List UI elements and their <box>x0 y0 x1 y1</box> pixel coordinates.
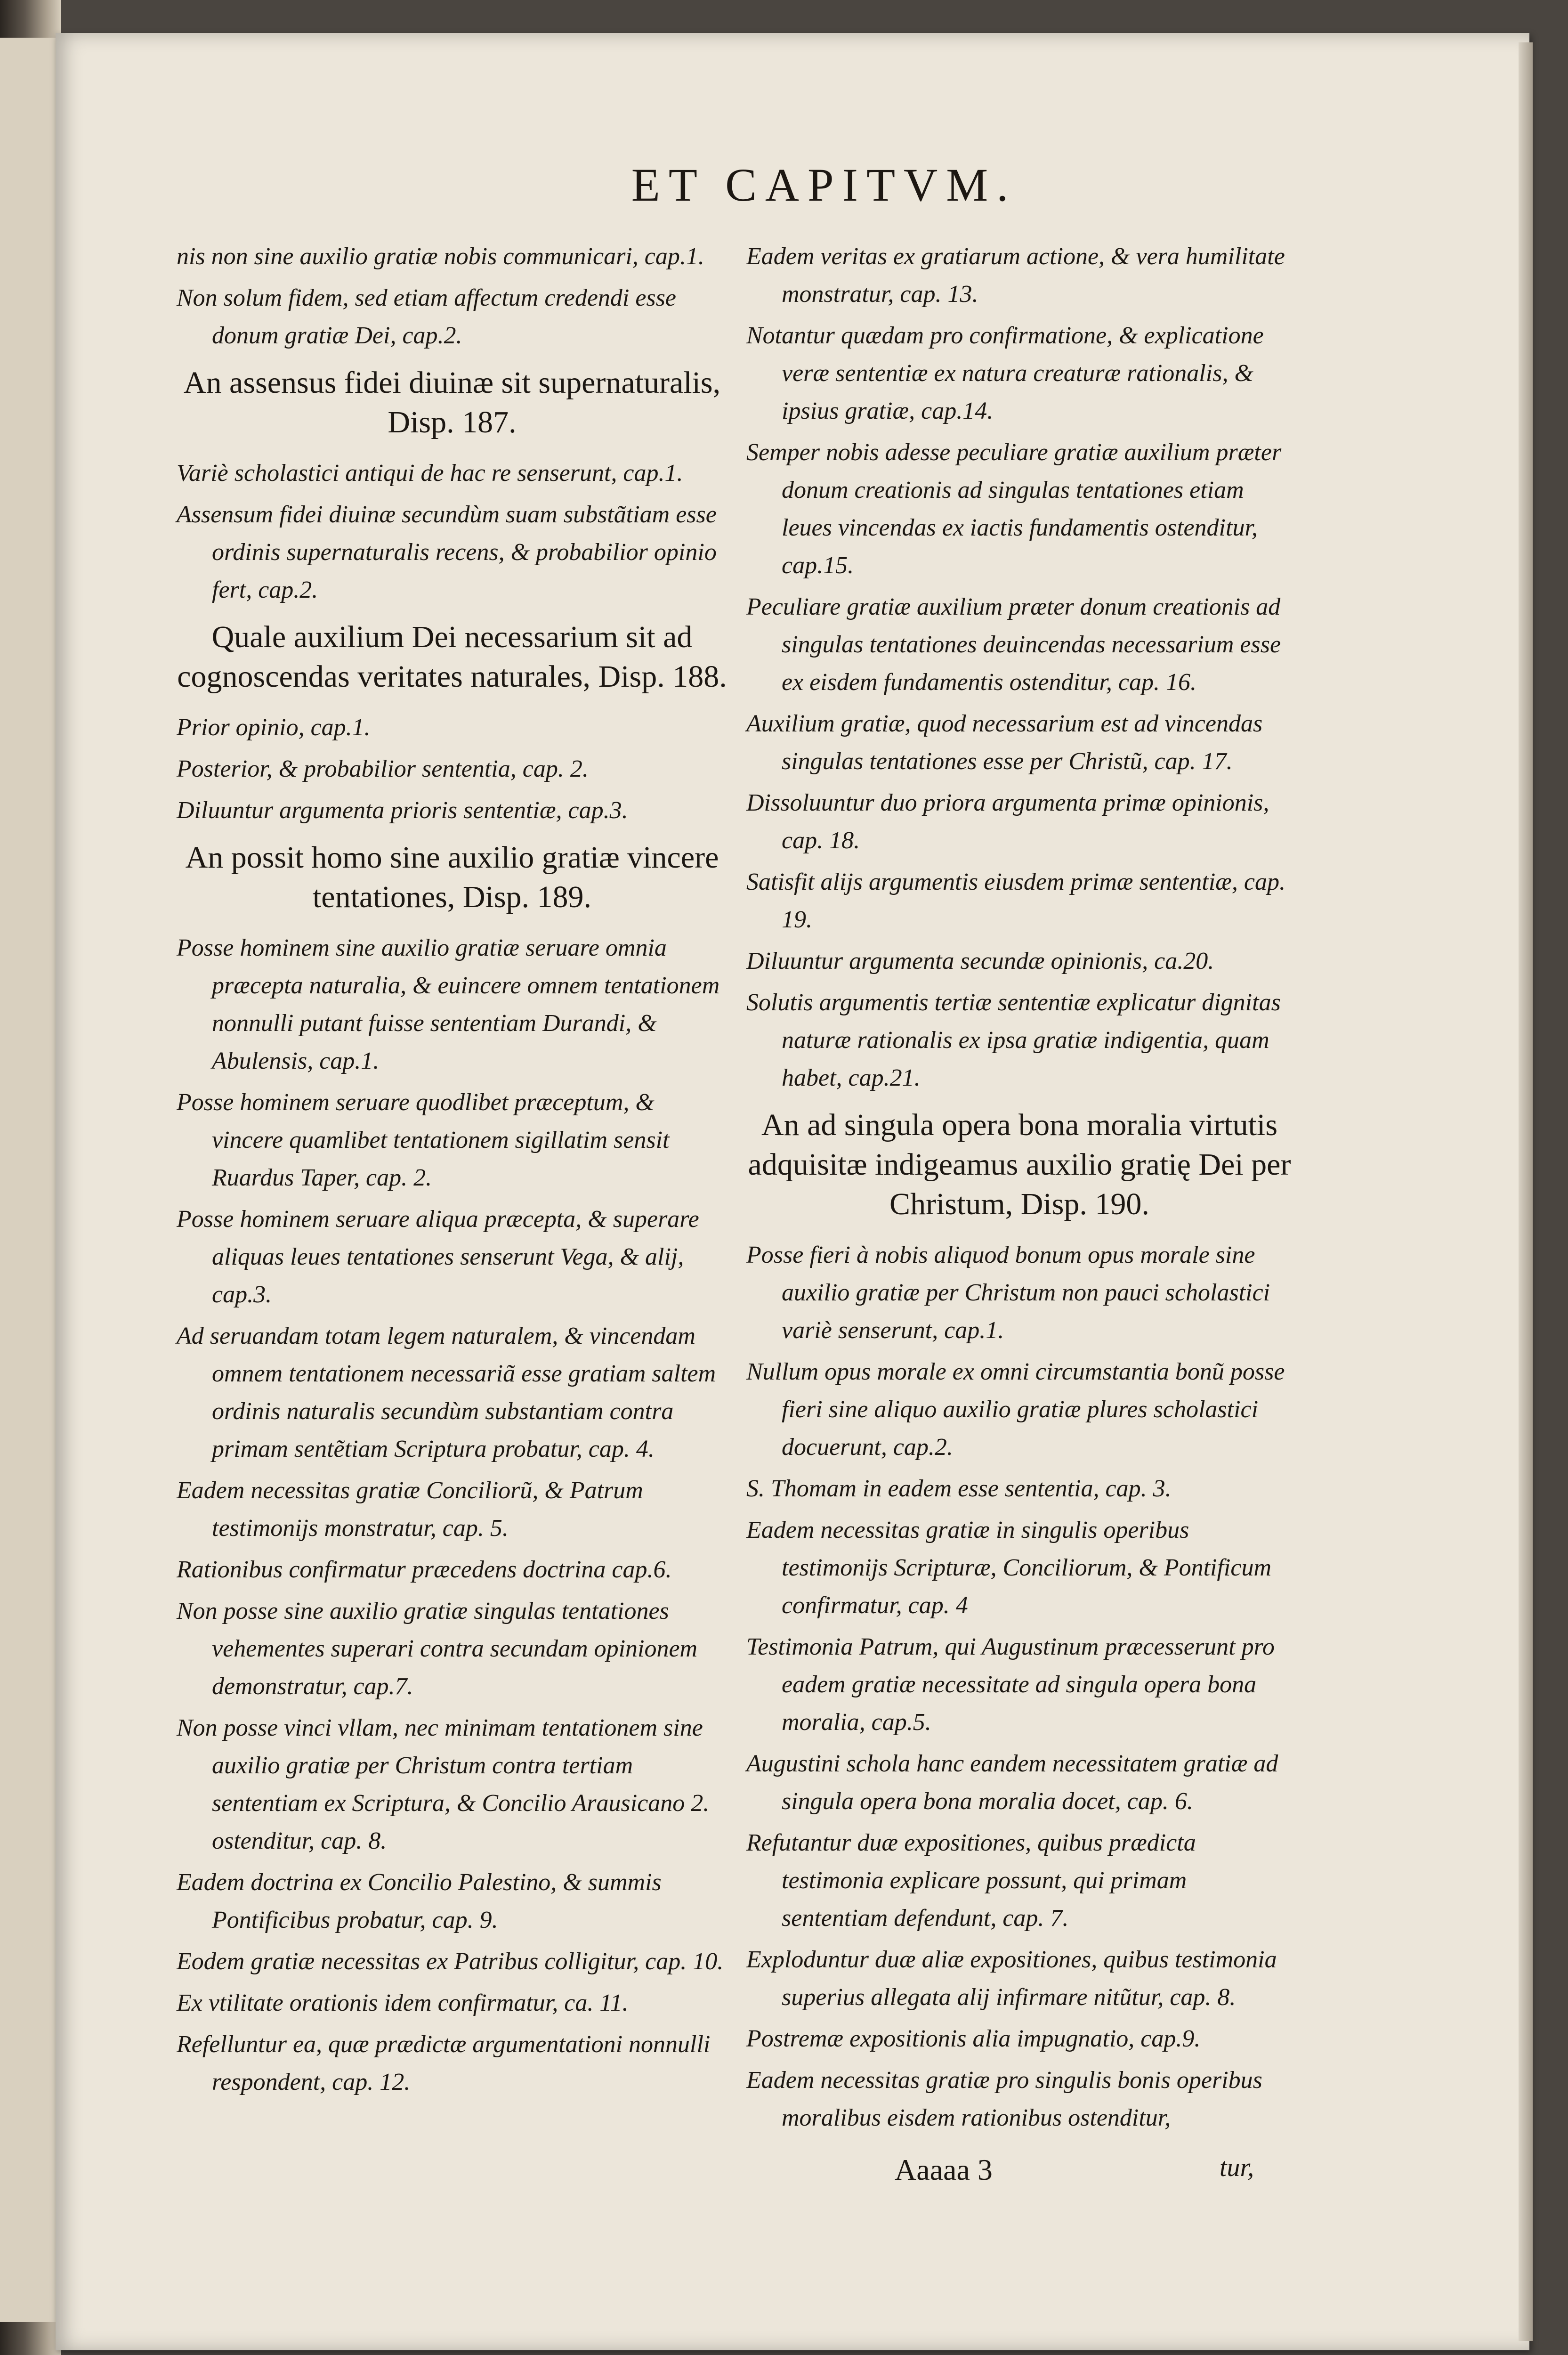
chapter-entry: Posse hominem seruare quodlibet præceptum, & vincere quamlibet tentationem sigillatim sensit Ruardus Taper, cap. 2. <box>177 1089 670 1191</box>
catchword: tur, <box>1220 2153 1254 2182</box>
chapter-entry: Augustini schola hanc eandem necessitatem gratiæ ad singula opera bona moralia docet, cap. 6. <box>746 1750 1278 1815</box>
chapter-entry: Rationibus confirmatur præcedens doctrina cap.6. <box>177 1556 672 1583</box>
chapter-entry: Testimonia Patrum, qui Augustinum præcesserunt pro eadem gratiæ necessitate ad singula opera bona moralia, cap.5. <box>746 1633 1275 1736</box>
page-fore-edge <box>1519 42 1533 2341</box>
chapter-entry: Prior opinio, cap.1. <box>177 714 371 741</box>
chapter-entry: Eadem veritas ex gratiarum actione, & vera humilitate monstratur, cap. 13. <box>746 243 1285 308</box>
chapter-entry: Posse hominem sine auxilio gratiæ seruare omnia præcepta naturalia, & euincere omnem tentationem nonnulli putant fuisse sententiam Durandi, & Abulensis, cap.1. <box>177 934 720 1074</box>
chapter-entry: Non posse sine auxilio gratiæ singulas tentationes vehementes superari contra secundam opinionem demonstratur, cap.7. <box>177 1598 698 1700</box>
chapter-entry: Non posse vinci vllam, nec minimam tentationem sine auxilio gratiæ per Christum contra tertiam sententiam ex Scriptura, & Concilio Arausicano 2. ostenditur, cap. 8. <box>177 1714 710 1854</box>
chapter-entry: Eadem necessitas gratiæ in singulis operibus testimonijs Scripturæ, Conciliorum, & Pontificum confirmatur, cap. 4 <box>746 1517 1271 1619</box>
chapter-entry: Ad seruandam totam legem naturalem, & vincendam omnem tentationem necessariã esse gratiam saltem ordinis naturalis secundùm substantiam contra primam sentẽtiam Scriptura probatur, cap. 4. <box>177 1323 716 1462</box>
chapter-entry: Diluuntur argumenta prioris sententiæ, cap.3. <box>177 797 628 824</box>
chapter-entry: Non solum fidem, sed etiam affectum credendi esse donum gratiæ Dei, cap.2. <box>177 284 676 349</box>
chapter-entry: Assensum fidei diuinæ secundùm suam substãtiam esse ordinis supernaturalis recens, & probabilior opinio fert, cap.2. <box>177 501 717 603</box>
previous-page-edge <box>0 38 58 2322</box>
chapter-entry: Semper nobis adesse peculiare gratiæ auxilium præter donum creationis ad singulas tentationes etiam leues vincendas ex iactis fundamentis ostenditur, cap.15. <box>746 439 1282 579</box>
disputation-heading: An assensus fidei diuinæ sit supernaturalis, Disp. 187. <box>183 365 721 439</box>
chapter-entry: Refutantur duæ expositiones, quibus prædicta testimonia explicare possunt, qui primam sententiam defendunt, cap. 7. <box>746 1829 1196 1932</box>
chapter-entry: Peculiare gratiæ auxilium præter donum creationis ad singulas tentationes deuincendas necessarium esse ex eisdem fundamentis ostenditur, cap. 16. <box>746 593 1281 696</box>
signature-mark: Aaaaa 3 <box>895 2153 993 2186</box>
page-footer <box>895 2152 1271 2187</box>
chapter-entry: Posterior, & probabilior sententia, cap. 2. <box>177 755 589 782</box>
chapter-entry: Diluuntur argumenta secundæ opinionis, ca.20. <box>746 948 1214 974</box>
running-head: ET CAPITVM. <box>631 159 1017 211</box>
chapter-entry: Refelluntur ea, quæ prædictæ argumentationi nonnulli respondent, cap. 12. <box>177 2031 711 2095</box>
chapter-entry: Solutis argumentis tertiæ sententiæ explicatur dignitas naturæ rationalis ex ipsa gratiæ indigentia, quam habet, cap.21. <box>746 989 1281 1091</box>
chapter-entry: Ex vtilitate orationis idem confirmatur, ca. 11. <box>177 1990 629 2016</box>
chapter-entry: nis non sine auxilio gratiæ nobis communicari, cap.1. <box>177 243 704 270</box>
chapter-entry: Eadem doctrina ex Concilio Palestino, & summis Pontificibus probatur, cap. 9. <box>177 1869 662 1933</box>
chapter-entry: Satisfit alijs argumentis eiusdem primæ sententiæ, cap. 19. <box>746 869 1285 933</box>
left-column <box>177 238 727 2105</box>
chapter-entry: S. Thomam in eadem esse sententia, cap. 3. <box>746 1475 1172 1502</box>
disputation-heading: An possit homo sine auxilio gratiæ vincere tentationes, Disp. 189. <box>185 840 719 914</box>
chapter-entry: Eodem gratiæ necessitas ex Patribus colligitur, cap. 10. <box>177 1948 724 1975</box>
chapter-entry: Postremæ expositionis alia impugnatio, cap.9. <box>746 2025 1201 2052</box>
right-column <box>746 238 1293 2141</box>
chapter-entry: Nullum opus morale ex omni circumstantia bonũ posse fieri sine aliquo auxilio gratiæ plures scholastici docuerunt, cap.2. <box>746 1358 1285 1461</box>
chapter-entry: Eadem necessitas gratiæ Conciliorũ, & Patrum testimonijs monstratur, cap. 5. <box>177 1477 643 1542</box>
chapter-entry: Notantur quædam pro confirmatione, & explicatione veræ sententiæ ex natura creaturæ rationalis, & ipsius gratiæ, cap.14. <box>746 322 1264 424</box>
chapter-entry: Exploduntur duæ aliæ expositiones, quibus testimonia superius allegata alij infirmare nitũtur, cap. 8. <box>746 1946 1277 2011</box>
chapter-entry: Posse hominem seruare aliqua præcepta, & superare aliquas leues tentationes senserunt Vega, & alij, cap.3. <box>177 1206 699 1308</box>
chapter-entry: Dissoluuntur duo priora argumenta primæ opinionis, cap. 18. <box>746 789 1269 854</box>
chapter-entry: Variè scholastici antiqui de hac re senserunt, cap.1. <box>177 460 683 487</box>
chapter-entry: Eadem necessitas gratiæ pro singulis bonis operibus moralibus eisdem rationibus ostenditur, <box>746 2067 1262 2131</box>
disputation-heading: Quale auxilium Dei necessarium sit ad cognoscendas veritates naturales, Disp. 188. <box>177 620 727 694</box>
chapter-entry: Posse fieri à nobis aliquod bonum opus morale sine auxilio gratiæ per Christum non pauci scholastici variè senserunt, cap.1. <box>746 1242 1270 1344</box>
disputation-heading: An ad singula opera bona moralia virtutis adquisitæ indigeamus auxilio gratię Dei per Christum, Disp. 190. <box>748 1108 1291 1221</box>
chapter-entry: Auxilium gratiæ, quod necessarium est ad vincendas singulas tentationes esse per Christũ, cap. 17. <box>746 710 1263 775</box>
